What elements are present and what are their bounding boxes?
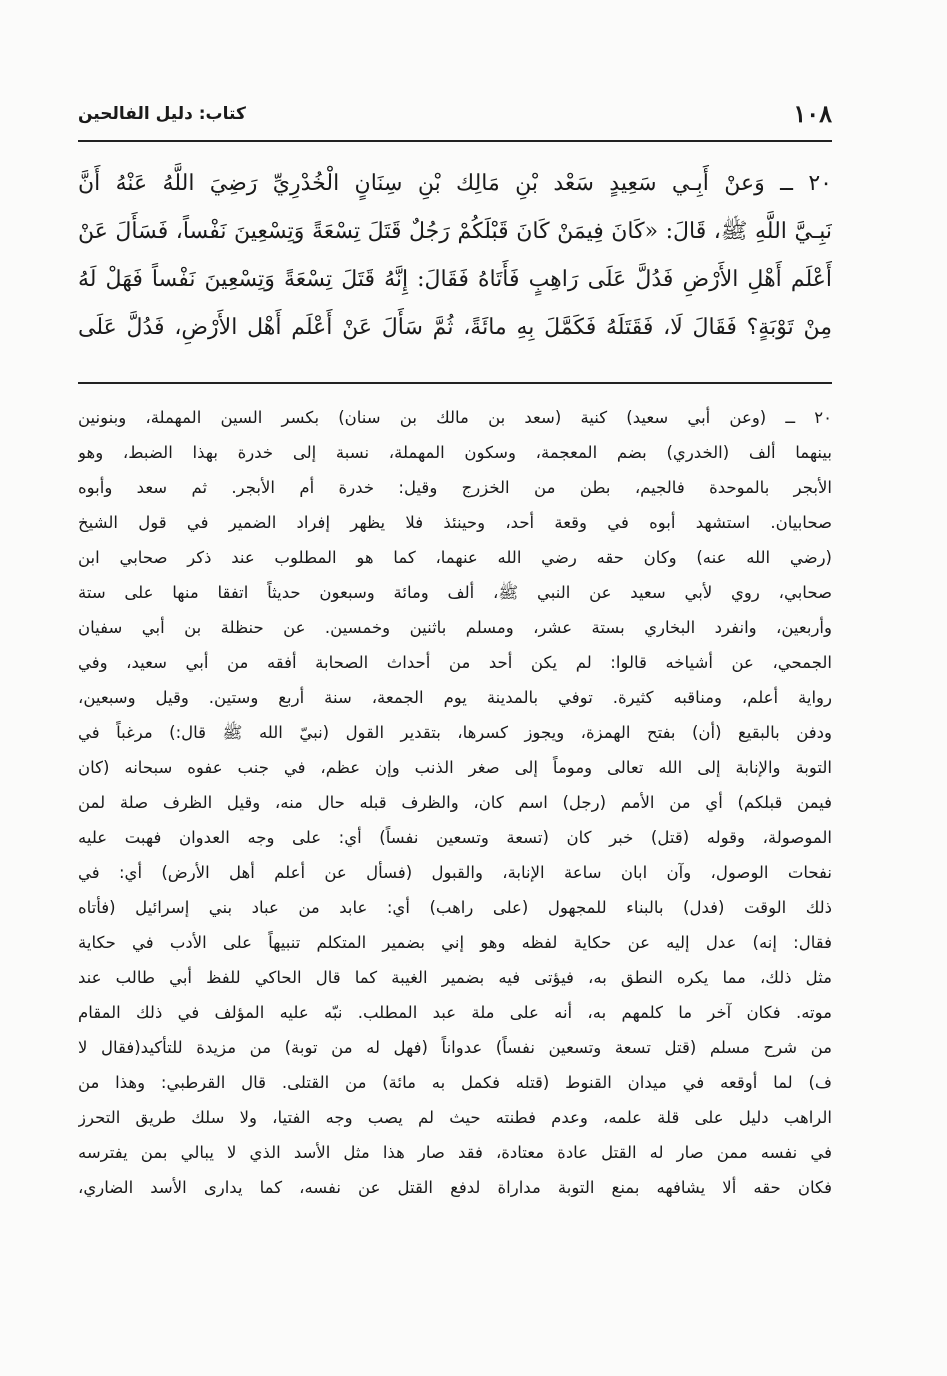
commentary-text [78, 400, 832, 1205]
commentary-line: في نفسه ممن صار له القتل عادة معتادة، فقد صار هذا مثل الأسد الذي لا يبالي بمن يفترسه [78, 1143, 832, 1162]
running-title: كتاب: دليل الفالحين [78, 104, 246, 124]
commentary-line: مثل ذلك، مما يكره النطق به، فيؤتى فيه بضمير الغيبة كما قال الحاكي للفظ أبي طالب عند [78, 968, 832, 987]
commentary-line: فيمن قبلكم) أي من الأمم (رجل) اسم كان، والظرف قبله حال منه، وقيل الظرف صلة لمن [78, 793, 832, 812]
commentary-line: فقال: إنه) عدل إليه عن حكاية لفظه وهو إني بضمير المتكلم تنبيهاً على الأدب في حكاية [78, 933, 832, 952]
commentary-line: بينهما ألف (الخدري) بضم المعجمة، وسكون المهملة، نسبة إلى خدرة بهذا الضبط، وهو [78, 443, 832, 462]
commentary-line: الأبجر بالموحدة فالجيم، بطن من الخزرج وقيل: خدرة أم الأبجر. ثم سعد وأبوه [78, 478, 832, 497]
commentary-line: ٢٠ ــ (وعن أبي سعيد) كنية (سعد بن مالك بن سنان) بكسر السين المهملة، وبنونين [78, 408, 832, 427]
commentary-line: صحابيان. استشهد أبوه في وقعة أحد، وحينئذ فلا يظهر إفراد الضمير في قول الشيخ [78, 513, 832, 532]
hadith-line: نَبِـيَّ اللَّهِ ﷺ، قَالَ: «كَانَ فِيمَنْ كَانَ قَبْلَكُمْ رَجُلٌ قَتَلَ تِسْعَةً وَتِسْعِينَ نَفْساً، فَسَأَلَ عَنْ [78, 219, 832, 244]
hadith-line: مِنْ تَوْبَةٍ؟ فَقَالَ لَا، فَقَتَلَهُ فَكَمَّلَ بِهِ مائَةً، ثُمَّ سَأَلَ عَنْ أَعْلَم أَهْل الأَرْضِ، فَدُلَّ عَلَى [78, 315, 832, 340]
commentary-line: رواية أعلم، ومناقبه كثيرة. توفي بالمدينة يوم الجمعة، سنة أربع وستين. وقيل وسبعين، [78, 688, 832, 707]
commentary-line: موته. فكان آخر ما كلمهم به، أنه على ملة عبد المطلب. نبّه عليه المؤلف في ذلك المقام [78, 1003, 832, 1022]
header-rule [78, 140, 832, 142]
hadith-line: ٢٠ ــ وَعنْ أَبِـي سَعِيدٍ سَعْد بْنِ مَالِك بْنِ سِنَانٍ الْخُدْرِيِّ رَضِيَ اللَّهُ عَنْهُ أَنَّ [78, 171, 832, 196]
hadith-text [78, 160, 832, 352]
page-number: ١٠٨ [793, 99, 832, 128]
commentary-line: من شرح مسلم (قتل تسعة وتسعين نفساً) عدواناً (فهل له من توبة) من مزيدة للتأكيد(فقال لا [78, 1038, 832, 1057]
commentary-line: الموصولة، وقوله (قتل) خبر كان (تسعة وتسعين نفساً) أي: على وجه العدوان فهبت عليه [78, 828, 832, 847]
commentary-line: فكان حقه ألا يشافهه بمنع التوبة مداراة لدفع القتل عن نفسه، كما يدارى الأسد الضاري، [78, 1178, 832, 1197]
commentary-line: نفحات الوصول، وآن ابان ساعة الإنابة، والقبول (فسأل عن أعلم أهل الأرض) أي: في [78, 863, 832, 882]
commentary-line: وأربعين، وانفرد البخاري بستة عشر، ومسلم باثنين وخمسين. عن حنظلة بن أبي سفيان [78, 618, 832, 637]
commentary-line: الجمحي، عن أشياخه قالوا: لم يكن أحد من أحداث الصحابة أفقه من أبي سعيد، وفي [78, 653, 832, 672]
commentary-line: ذلك الوقت (فدل) بالبناء للمجهول (على راهب) أي: عابد من عباد بني إسرائيل (فأتاه [78, 898, 832, 917]
commentary-line: (رضي الله عنه) وكان حقه رضي الله عنهما، كما هو المطلوب عند ذكر صحابي ابن [78, 548, 832, 567]
section-divider [78, 382, 832, 384]
commentary-line: التوبة والإنابة إلى الله تعالى وموماً إلى صغر الذنب وإن عظم، في جنب عفوه سبحانه (كان [78, 758, 832, 777]
hadith-line: أَعْلَم أَهْلِ الأَرْضِ فَدُلَّ عَلَى رَاهِبٍ فَأَتَاهُ فَقَالَ: إِنَّهُ قَتَلَ تِسْعَةً وَتِسْعِينَ نَفْساً فَهَلْ لَهُ [78, 267, 832, 292]
commentary-line: صحابي، روي لأبي سعيد عن النبي ﷺ، ألف ومائة وسبعون حديثاً اتفقا منها على ستة [78, 583, 832, 602]
page-header [78, 96, 832, 136]
commentary-line: الراهب دليل على قلة علمه، وعدم فطنته حيث لم يصب وجه الفتيا، ولا سلك طريق التحرز [78, 1108, 832, 1127]
commentary-line: ودفن بالبقيع (أن) بفتح الهمزة، ويجوز كسرها، بتقدير القول (نبيّ الله ﷺ قال:) مرغباً في [78, 723, 832, 742]
commentary-line: ف) لما أوقعه في ميدان القنوط (قتله فكمل به مائة) من القتلى. قال القرطبي: وهذا من [78, 1073, 832, 1092]
